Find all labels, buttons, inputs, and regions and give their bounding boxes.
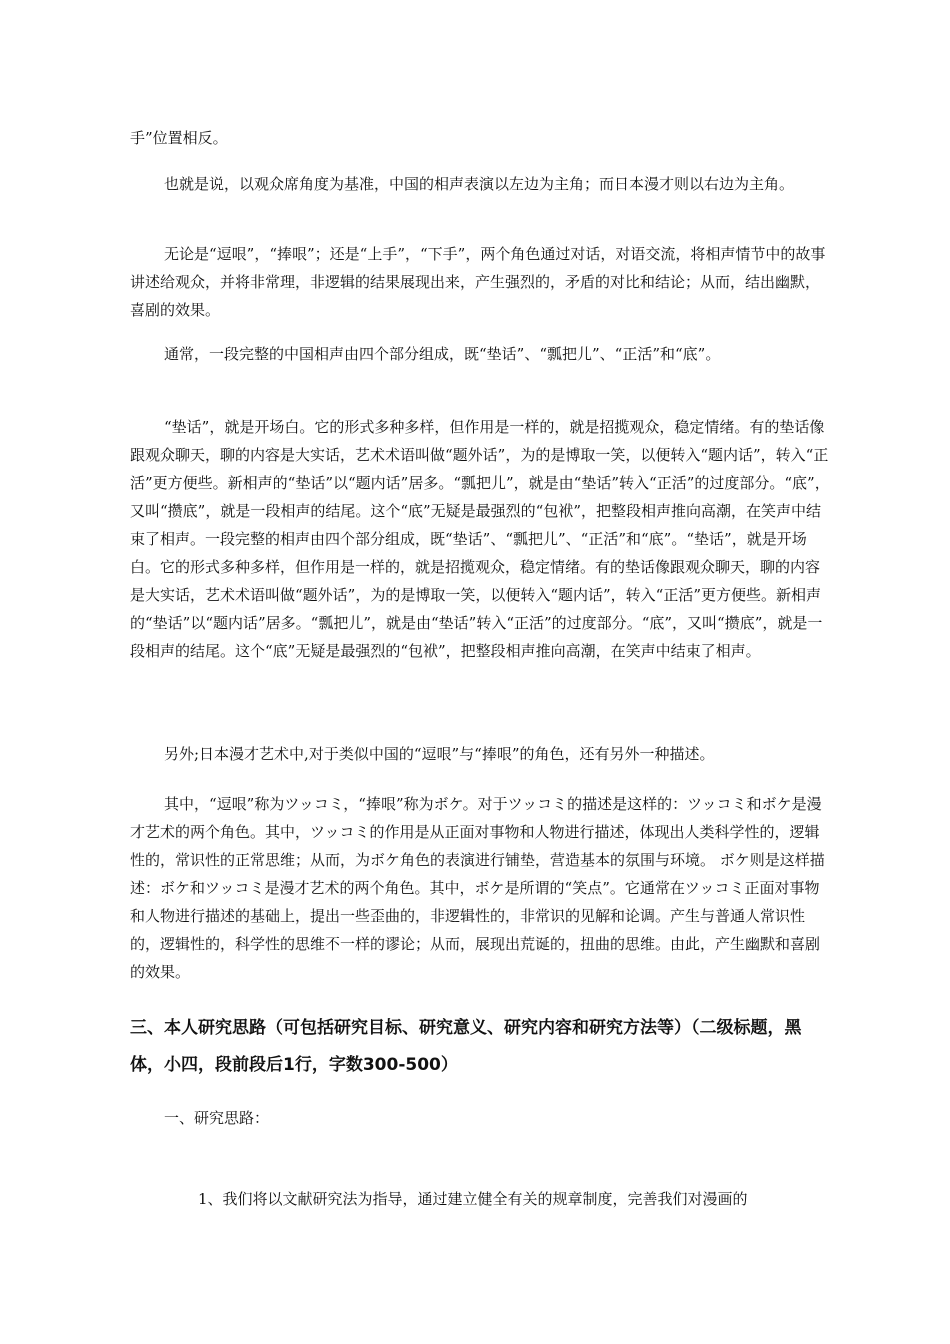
paragraph-dianhua: “垫话”，就是开场白。它的形式多种多样，但作用是一样的，就是招揽观众，稳定情绪。有的垫话像跟观众聊天，聊的内容是大实话，艺术术语叫做“题外话”，为的是博取一笑，以便转入“题内话”，转入“正活”更方便些。新相声的“垫话”以“题内话”居多。“瓢把儿”，就是由“垫话”转入“正活”的过度部分。“底”，又叫“攒底”，就是一段相声的结尾。这个“底”无疑是最强烈的“包袱”，把整段相声推向高潮，在笑声中结束了相声。一段完整的相声由四个部分组成，既“垫话”、“瓢把儿”、“正活”和“底”。“垫话”，就是开场白。它的形式多种多样，但作用是一样的，就是招揽观众，稳定情绪。有的垫话像跟观众聊天，聊的内容是大实话，艺术术语叫做“题外话”，为的是博取一笑，以便转入“题内话”，转入“正活”更方便些。新相声的“垫话”以“题内话”居多。“瓢把儿”，就是由“垫话”转入“正活”的过度部分。“底”，又叫“攒底”，就是一段相声的结尾。这个“底”无疑是最强烈的“包袱”，把整段相声推向高潮，在笑声中结束了相声。 bbox=[130, 418, 830, 660]
paragraph-tsukkomi-boke: 其中，“逗哏”称为ツッコミ，“捧哏”称为ボケ。对于ツッコミ的描述是这样的：ツッコミ和ボケ是漫才艺术的两个角色。其中，ツッコミ的作用是从正面对事物和人物进行描述，体现出人类科学性的，逻辑性的，常识性的正常思维；从而，为ボケ角色的表演进行铺垫，营造基本的氛围与环境。 ボケ则是这样描述：ボケ和ツッコミ是漫才艺术的两个角色。其中，ボケ是所谓的“笑点”。它通常在ツッコミ正面对事物和人物进行描述的基础上，提出一些歪曲的，非逻辑性的，非常识的见解和论调。产生与普通人常识性的，逻辑性的，科学性的思维不一样的谬论；从而，展现出荒诞的，扭曲的思维。由此，产生幽默和喜剧的效果。 bbox=[130, 795, 825, 981]
paragraph-orientation: 也就是说，以观众席角度为基准，中国的相声表演以左边为主角；而日本漫才则以右边为主角。 bbox=[164, 175, 795, 193]
subheading-research-approach: 一、研究思路： bbox=[164, 1109, 270, 1127]
paragraph-dialogue: 无论是“逗哏”，“捧哏”；还是“上手”，“下手”，两个角色通过对话，对语交流，将相声情节中的故事讲述给观众，并将非常理，非逻辑的结果展现出来，产生强烈的，矛盾的对比和结论；从而，结出幽默，喜剧的效果。 bbox=[130, 245, 826, 319]
paragraph-continuation: 手”位置相反。 bbox=[130, 129, 228, 147]
paragraph-four-parts: 通常，一段完整的中国相声由四个部分组成，既“垫话”、“瓢把儿”、“正活”和“底”。 bbox=[164, 345, 721, 363]
list-item-1: 1、我们将以文献研究法为指导，通过建立健全有关的规章制度，完善我们对漫画的 bbox=[198, 1190, 748, 1208]
section-heading: 三、本人研究思路（可包括研究目标、研究意义、研究内容和研究方法等）（二级标题，黑体，小四，段前段后1行，字数300-500） bbox=[130, 1018, 802, 1075]
paragraph-manzai: 另外;日本漫才艺术中,对于类似中国的“逗哏”与“捧哏”的角色，还有另外一种描述。 bbox=[164, 745, 715, 763]
